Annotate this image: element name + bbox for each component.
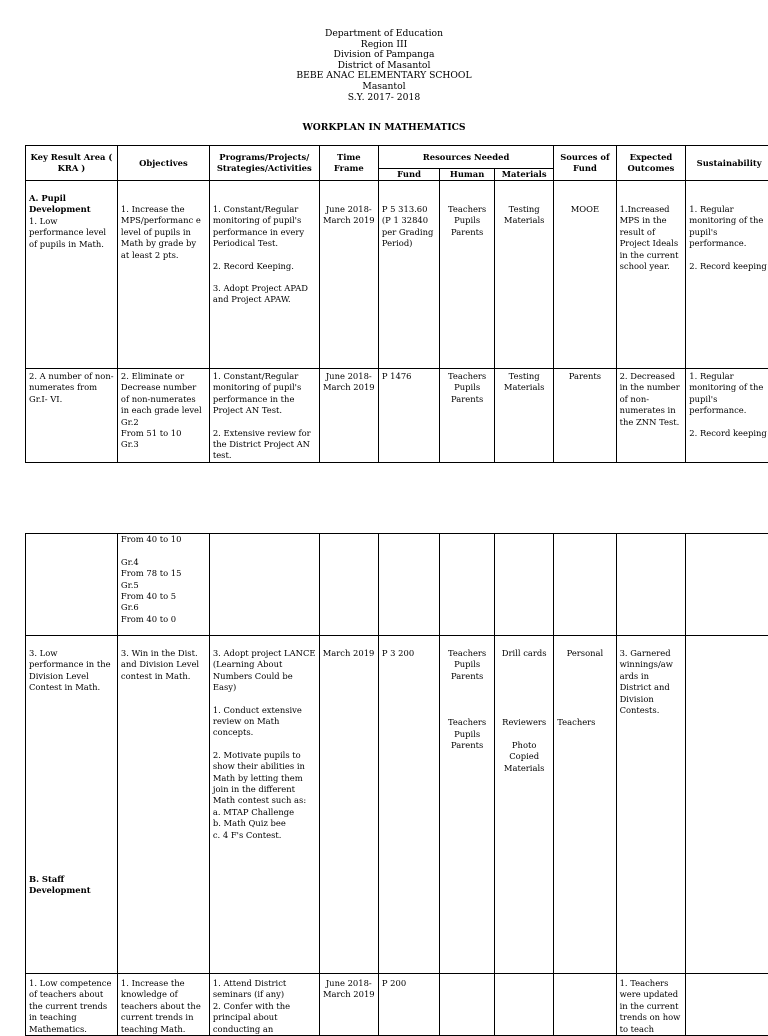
table-row (26, 534, 768, 636)
human-resources: Teachers Pupils Parents (443, 371, 491, 405)
expected-outcome: 2. Decreased in the number of non-numerates in the ZNN Test. (620, 371, 683, 428)
header-line: Department of Education (0, 29, 768, 40)
expected-outcome: 1. Teachers were updated in the current trends on how to teach (620, 978, 683, 1035)
col-sustainability: Sustainability (686, 146, 768, 181)
section-heading: A. Pupil Development (29, 193, 114, 216)
col-sources: Sources of Fund (554, 146, 616, 181)
col-fund: Fund (378, 169, 439, 181)
workplan-table-page2 (25, 533, 768, 1036)
time-frame: June 2018- March 2019 (323, 204, 375, 227)
fund-value: P 1476 (382, 371, 436, 382)
objective-text: 2. Eliminate or Decrease number of non-numerates in each grade level (121, 371, 206, 417)
kra-text: 1. Low performance level of pupils in Math. (29, 216, 114, 250)
sustainability-item: 2. Record keeping (689, 428, 768, 439)
col-outcomes: Expected Outcomes (616, 146, 686, 181)
table-row (26, 369, 768, 463)
time-frame: March 2019 (323, 648, 375, 659)
col-kra: Key Result Area ( KRA ) (26, 146, 118, 181)
objective-text: 1. Increase the MPS/performanc e level of pupils in Math by grade by at least 2 pts. (121, 204, 206, 261)
source-of-fund: Personal (557, 648, 612, 659)
objective-text: 1. Increase the knowledge of teachers about the current trends in teaching Math. (121, 978, 206, 1035)
col-resources: Resources Needed (378, 146, 553, 169)
contest-item: c. 4 F's Contest. (213, 830, 316, 841)
objective-text: 3. Win in the Dist. and Division Level contest in Math. (121, 648, 206, 682)
program-item: 1. Constant/Regular monitoring of pupil's performance in every Periodical Test. (213, 204, 316, 250)
grade-target: From 40 to 10 (121, 534, 206, 545)
sustainability-item: 1. Regular monitoring of the pupil's performance. (689, 204, 768, 250)
source-of-fund: MOOE (557, 204, 612, 215)
header-line: Division of Pampanga (0, 50, 768, 61)
grade-target: From 40 to 5 (121, 591, 206, 602)
grade-target: Gr.3 (121, 439, 206, 450)
kra-text: 2. A number of non-numerates from Gr.I- VI. (29, 371, 114, 405)
col-time-frame: Time Frame (319, 146, 378, 181)
sustainability-item: 1. Regular monitoring of the pupil's performance. (689, 371, 768, 417)
materials-value: Testing Materials (498, 204, 550, 227)
materials-value: Drill cards (498, 648, 550, 659)
contest-item: a. MTAP Challenge (213, 807, 316, 818)
contest-item: b. Math Quiz bee (213, 818, 316, 829)
fund-value: P 5 313.60 (P 1 32840 per Grading Period) (382, 204, 436, 250)
materials-value: Reviewers (498, 717, 550, 728)
program-item: 2. Record Keeping. (213, 261, 316, 272)
table-row (26, 636, 768, 974)
source-of-fund: Parents (557, 371, 612, 382)
sustainability-item: 2. Record keeping (689, 261, 768, 272)
materials-value: Testing Materials (498, 371, 550, 394)
materials-value: Photo Copied Materials (498, 740, 550, 774)
header-line: Masantol (0, 82, 768, 93)
document-header (0, 29, 768, 103)
grade-target: Gr.4 (121, 557, 206, 568)
table-row (26, 974, 768, 1036)
grade-target: Gr.5 (121, 580, 206, 591)
col-human: Human (440, 169, 495, 181)
header-line: District of Masantol (0, 61, 768, 72)
grade-target: Gr.2 (121, 417, 206, 428)
grade-target: From 51 to 10 (121, 428, 206, 439)
kra-text: 1. Low competence of teachers about the current trends in teaching Mathematics. (29, 978, 114, 1035)
workplan-table-page1 (25, 145, 768, 463)
time-frame: June 2018- March 2019 (323, 371, 375, 394)
section-heading: B. Staff Development (29, 874, 114, 897)
grade-target: Gr.6 (121, 602, 206, 613)
program-item: 2. Motivate pupils to show their abilities in Math by letting them join in the different Math contest such as: (213, 750, 316, 807)
human-resources: Teachers Pupils Parents (443, 204, 491, 238)
header-line: Region III (0, 40, 768, 51)
time-frame: June 2018- March 2019 (323, 978, 375, 1001)
fund-value: P 200 (382, 978, 436, 989)
human-resources: Teachers Pupils Parents (443, 648, 491, 682)
grade-target: From 40 to 0 (121, 614, 206, 625)
human-resources: Teachers Pupils Parents (443, 717, 491, 751)
grade-target: From 78 to 15 (121, 568, 206, 579)
table-row (26, 181, 768, 369)
program-item: 1. Attend District seminars (if any) (213, 978, 316, 1001)
document-title: WORKPLAN IN MATHEMATICS (0, 122, 768, 133)
kra-text: 3. Low performance in the Division Level Contest in Math. (29, 648, 114, 694)
school-name: BEBE ANAC ELEMENTARY SCHOOL (0, 71, 768, 82)
program-item: 3. Adopt project LANCE (Learning About Numbers Could be Easy) (213, 648, 316, 694)
col-programs: Programs/Projects/ Strategies/Activities (209, 146, 319, 181)
program-item: 1. Conduct extensive review on Math concepts. (213, 705, 316, 739)
program-item: 2. Extensive review for the District Project AN test. (213, 428, 316, 462)
school-year: S.Y. 2017- 2018 (0, 93, 768, 104)
program-item: 3. Adopt Project APAD and Project APAW. (213, 283, 316, 306)
expected-outcome: 1.Increased MPS in the result of Project Ideals in the current school year. (620, 204, 683, 272)
fund-value: P 3 200 (382, 648, 436, 659)
expected-outcome: 3. Garnered winnings/aw ards in District and Division Contests. (620, 648, 683, 716)
grade-target (121, 545, 206, 556)
program-item: 2. Confer with the principal about conducting an (213, 1001, 316, 1035)
program-item: 1. Constant/Regular monitoring of pupil's performance in the Project AN Test. (213, 371, 316, 417)
col-materials: Materials (495, 169, 554, 181)
col-objectives: Objectives (117, 146, 209, 181)
source-of-fund: Teachers (557, 717, 612, 728)
